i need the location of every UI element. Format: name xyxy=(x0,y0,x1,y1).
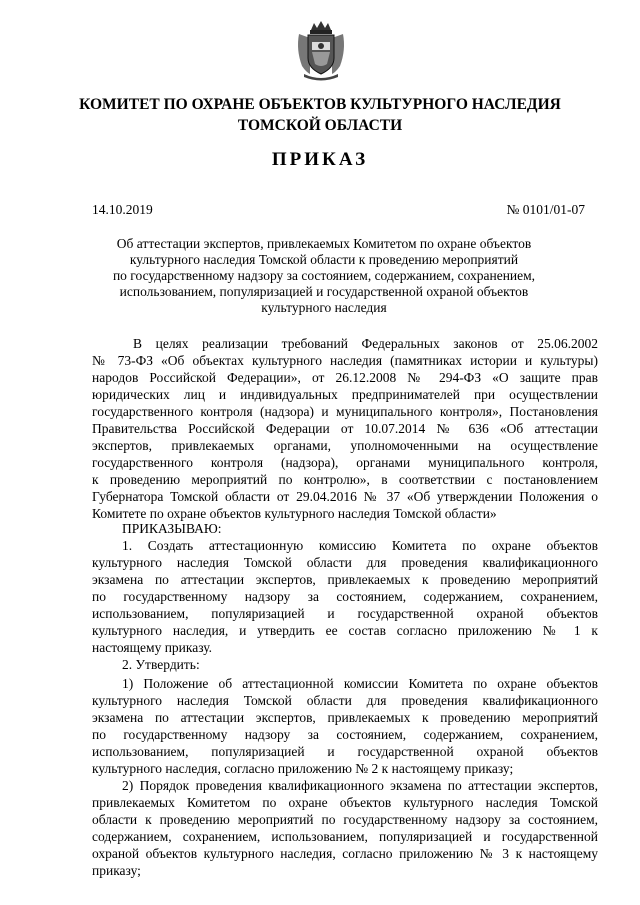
body-line: государственного контроля (надзора), органами муниципального контроля, xyxy=(92,455,598,470)
body-line: культурного наследия Томской области для проведения квалификационного xyxy=(92,693,598,708)
body-line: культурного наследия Томской области для проведения квалификационного xyxy=(92,555,598,570)
body-line: к проведению мероприятий по контролю», в соответствии с постановлением xyxy=(92,472,598,487)
subject-line: культурного наследия xyxy=(261,300,387,315)
body-line: Губернатора Томской области от 29.04.2016 № 37 «Об утверждении Положения о xyxy=(92,489,598,504)
organization-name-line-2: ТОМСКОЙ ОБЛАСТИ xyxy=(237,117,403,134)
body-line: Правительства Российской Федерации от 10.07.2014 № 636 «Об аттестации xyxy=(92,421,598,436)
coat-of-arms-icon xyxy=(296,20,346,82)
organization-name-line-1: КОМИТЕТ ПО ОХРАНЕ ОБЪЕКТОВ КУЛЬТУРНОГО НАСЛЕДИЯ xyxy=(79,96,561,113)
body-line: государственного контроля (надзора) и муниципального контроля», Постановления xyxy=(92,404,598,419)
order-number: № 0101/01-07 xyxy=(506,202,585,217)
body-line: № 73-ФЗ «Об объектах культурного наследия (памятниках истории и культуры) xyxy=(92,353,598,368)
body-line: экспертов, привлекаемых органами, уполномоченными на осуществление xyxy=(92,438,598,453)
body-line: использованием, популяризацией и государственной охраной объектов xyxy=(92,744,598,759)
body-line: Комитете по охране объектов культурного наследия Томской области» xyxy=(92,506,497,521)
body-line: культурного наследия, и утвердить ее состав согласно приложению № 1 к xyxy=(92,623,598,638)
body-line: содержанием, сохранением, использованием, популяризацией и государственной xyxy=(92,829,598,844)
order-date: 14.10.2019 xyxy=(92,202,153,217)
body-line: области к проведению мероприятий по государственному надзору за состоянием, xyxy=(92,812,598,827)
body-line: 2) Порядок проведения квалификационного экзамена по аттестации экспертов, xyxy=(122,778,598,793)
body-line: В целях реализации требований Федеральных законов от 25.06.2002 xyxy=(133,336,598,351)
subject-line: культурного наследия Томской области к проведению мероприятий xyxy=(129,252,519,267)
subject-line: Об аттестации экспертов, привлекаемых Комитетом по охране объектов xyxy=(116,236,532,251)
body-line: 1) Положение об аттестационной комиссии Комитета по охране объектов xyxy=(122,676,598,691)
body-line: 1. Создать аттестационную комиссию Комитета по охране объектов xyxy=(122,538,598,553)
body-line: экзамена по аттестации экспертов, привлекаемых к проведению мероприятий xyxy=(92,710,598,725)
body-line: приказу; xyxy=(92,863,141,878)
body-line: настоящему приказу. xyxy=(92,640,213,655)
body-line: по государственному надзору за состоянием, содержанием, сохранением, xyxy=(92,727,598,742)
body-line: охраной объектов культурного наследия, согласно приложению № 3 к настоящему xyxy=(92,846,598,861)
body-line: привлекаемых Комитетом по охране объектов культурного наследия Томской xyxy=(92,795,598,810)
body-line: 2. Утвердить: xyxy=(122,657,200,672)
subject-line: по государственному надзору за состоянием, содержанием, сохранением, xyxy=(112,268,536,283)
order-directive: ПРИКАЗЫВАЮ: xyxy=(122,521,222,536)
body-line: экзамена по аттестации экспертов, привлекаемых к проведению мероприятий xyxy=(92,572,598,587)
subject-line: использованием, популяризацией и государственной охраной объектов xyxy=(119,284,529,299)
body-line: юридических лиц и индивидуальных предпринимателей при осуществлении xyxy=(92,387,598,402)
document-type-title: ПРИКАЗ xyxy=(271,149,369,170)
body-line: народов Российской Федерации», от 26.12.2008 № 294-ФЗ «О защите прав xyxy=(92,370,598,385)
body-line: культурного наследия, согласно приложению № 2 к настоящему приказу; xyxy=(92,761,514,776)
body-line: по государственному надзору за состоянием, содержанием, сохранением, xyxy=(92,589,598,604)
body-line: использованием, популяризацией и государственной охраной объектов xyxy=(92,606,598,621)
